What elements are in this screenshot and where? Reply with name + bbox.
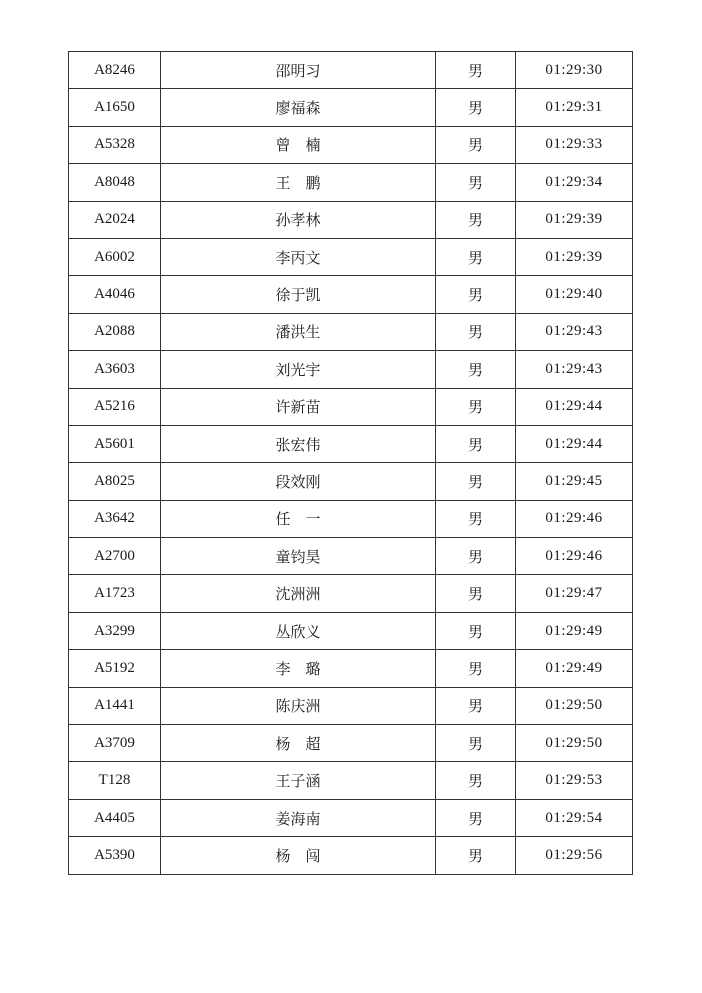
- bib-number-cell: A1441: [69, 687, 161, 724]
- table-row: [69, 725, 633, 762]
- runner-name-cell: 刘光宇: [161, 351, 436, 388]
- finish-time-cell: 01:29:49: [516, 650, 633, 687]
- gender-cell: 男: [436, 388, 516, 425]
- runner-name-cell: 杨 超: [161, 725, 436, 762]
- table-row: [69, 538, 633, 575]
- bib-number-cell: T128: [69, 762, 161, 799]
- table-row: [69, 799, 633, 836]
- gender-cell: 男: [436, 425, 516, 462]
- finish-time-cell: 01:29:49: [516, 612, 633, 649]
- gender-cell: 男: [436, 351, 516, 388]
- table-row: [69, 201, 633, 238]
- gender-cell: 男: [436, 538, 516, 575]
- results-table-body: [69, 52, 633, 875]
- runner-name-cell: 王子涵: [161, 762, 436, 799]
- table-row: [69, 238, 633, 275]
- gender-cell: 男: [436, 687, 516, 724]
- runner-name-cell: 孙孝林: [161, 201, 436, 238]
- bib-number-cell: A4046: [69, 276, 161, 313]
- runner-name-cell: 徐于凯: [161, 276, 436, 313]
- finish-time-cell: 01:29:44: [516, 388, 633, 425]
- bib-number-cell: A2088: [69, 313, 161, 350]
- runner-name-cell: 曾 楠: [161, 126, 436, 163]
- table-row: [69, 837, 633, 874]
- table-row: [69, 52, 633, 89]
- table-row: [69, 164, 633, 201]
- gender-cell: 男: [436, 89, 516, 126]
- gender-cell: 男: [436, 799, 516, 836]
- bib-number-cell: A1650: [69, 89, 161, 126]
- gender-cell: 男: [436, 762, 516, 799]
- finish-time-cell: 01:29:44: [516, 425, 633, 462]
- runner-name-cell: 陈庆洲: [161, 687, 436, 724]
- runner-name-cell: 任 一: [161, 500, 436, 537]
- finish-time-cell: 01:29:56: [516, 837, 633, 874]
- bib-number-cell: A5601: [69, 425, 161, 462]
- runner-name-cell: 廖福森: [161, 89, 436, 126]
- table-row: [69, 612, 633, 649]
- finish-time-cell: 01:29:53: [516, 762, 633, 799]
- runner-name-cell: 王 鹏: [161, 164, 436, 201]
- gender-cell: 男: [436, 164, 516, 201]
- finish-time-cell: 01:29:46: [516, 538, 633, 575]
- gender-cell: 男: [436, 463, 516, 500]
- gender-cell: 男: [436, 575, 516, 612]
- table-row: [69, 687, 633, 724]
- runner-name-cell: 张宏伟: [161, 425, 436, 462]
- runner-name-cell: 许新苗: [161, 388, 436, 425]
- bib-number-cell: A8246: [69, 52, 161, 89]
- bib-number-cell: A5216: [69, 388, 161, 425]
- finish-time-cell: 01:29:50: [516, 687, 633, 724]
- finish-time-cell: 01:29:34: [516, 164, 633, 201]
- finish-time-cell: 01:29:54: [516, 799, 633, 836]
- table-row: [69, 351, 633, 388]
- table-row: [69, 313, 633, 350]
- bib-number-cell: A8048: [69, 164, 161, 201]
- finish-time-cell: 01:29:30: [516, 52, 633, 89]
- table-row: [69, 762, 633, 799]
- runner-name-cell: 潘洪生: [161, 313, 436, 350]
- finish-time-cell: 01:29:40: [516, 276, 633, 313]
- finish-time-cell: 01:29:50: [516, 725, 633, 762]
- bib-number-cell: A3709: [69, 725, 161, 762]
- bib-number-cell: A8025: [69, 463, 161, 500]
- bib-number-cell: A1723: [69, 575, 161, 612]
- gender-cell: 男: [436, 126, 516, 163]
- bib-number-cell: A3642: [69, 500, 161, 537]
- runner-name-cell: 姜海南: [161, 799, 436, 836]
- gender-cell: 男: [436, 313, 516, 350]
- table-row: [69, 500, 633, 537]
- gender-cell: 男: [436, 276, 516, 313]
- gender-cell: 男: [436, 650, 516, 687]
- bib-number-cell: A6002: [69, 238, 161, 275]
- table-row: [69, 425, 633, 462]
- bib-number-cell: A2700: [69, 538, 161, 575]
- finish-time-cell: 01:29:43: [516, 313, 633, 350]
- runner-name-cell: 沈洲洲: [161, 575, 436, 612]
- finish-time-cell: 01:29:46: [516, 500, 633, 537]
- table-row: [69, 650, 633, 687]
- runner-name-cell: 杨 闯: [161, 837, 436, 874]
- bib-number-cell: A3603: [69, 351, 161, 388]
- results-table: [68, 51, 633, 875]
- finish-time-cell: 01:29:39: [516, 238, 633, 275]
- runner-name-cell: 邵明习: [161, 52, 436, 89]
- table-row: [69, 89, 633, 126]
- gender-cell: 男: [436, 725, 516, 762]
- finish-time-cell: 01:29:45: [516, 463, 633, 500]
- finish-time-cell: 01:29:43: [516, 351, 633, 388]
- runner-name-cell: 李 璐: [161, 650, 436, 687]
- runner-name-cell: 童钧昊: [161, 538, 436, 575]
- bib-number-cell: A4405: [69, 799, 161, 836]
- table-row: [69, 575, 633, 612]
- runner-name-cell: 丛欣义: [161, 612, 436, 649]
- gender-cell: 男: [436, 201, 516, 238]
- runner-name-cell: 段效刚: [161, 463, 436, 500]
- table-row: [69, 276, 633, 313]
- finish-time-cell: 01:29:47: [516, 575, 633, 612]
- gender-cell: 男: [436, 837, 516, 874]
- gender-cell: 男: [436, 52, 516, 89]
- finish-time-cell: 01:29:31: [516, 89, 633, 126]
- gender-cell: 男: [436, 500, 516, 537]
- bib-number-cell: A5192: [69, 650, 161, 687]
- bib-number-cell: A5390: [69, 837, 161, 874]
- table-row: [69, 463, 633, 500]
- runner-name-cell: 李丙文: [161, 238, 436, 275]
- gender-cell: 男: [436, 612, 516, 649]
- bib-number-cell: A5328: [69, 126, 161, 163]
- bib-number-cell: A2024: [69, 201, 161, 238]
- table-row: [69, 126, 633, 163]
- gender-cell: 男: [436, 238, 516, 275]
- finish-time-cell: 01:29:39: [516, 201, 633, 238]
- finish-time-cell: 01:29:33: [516, 126, 633, 163]
- table-row: [69, 388, 633, 425]
- bib-number-cell: A3299: [69, 612, 161, 649]
